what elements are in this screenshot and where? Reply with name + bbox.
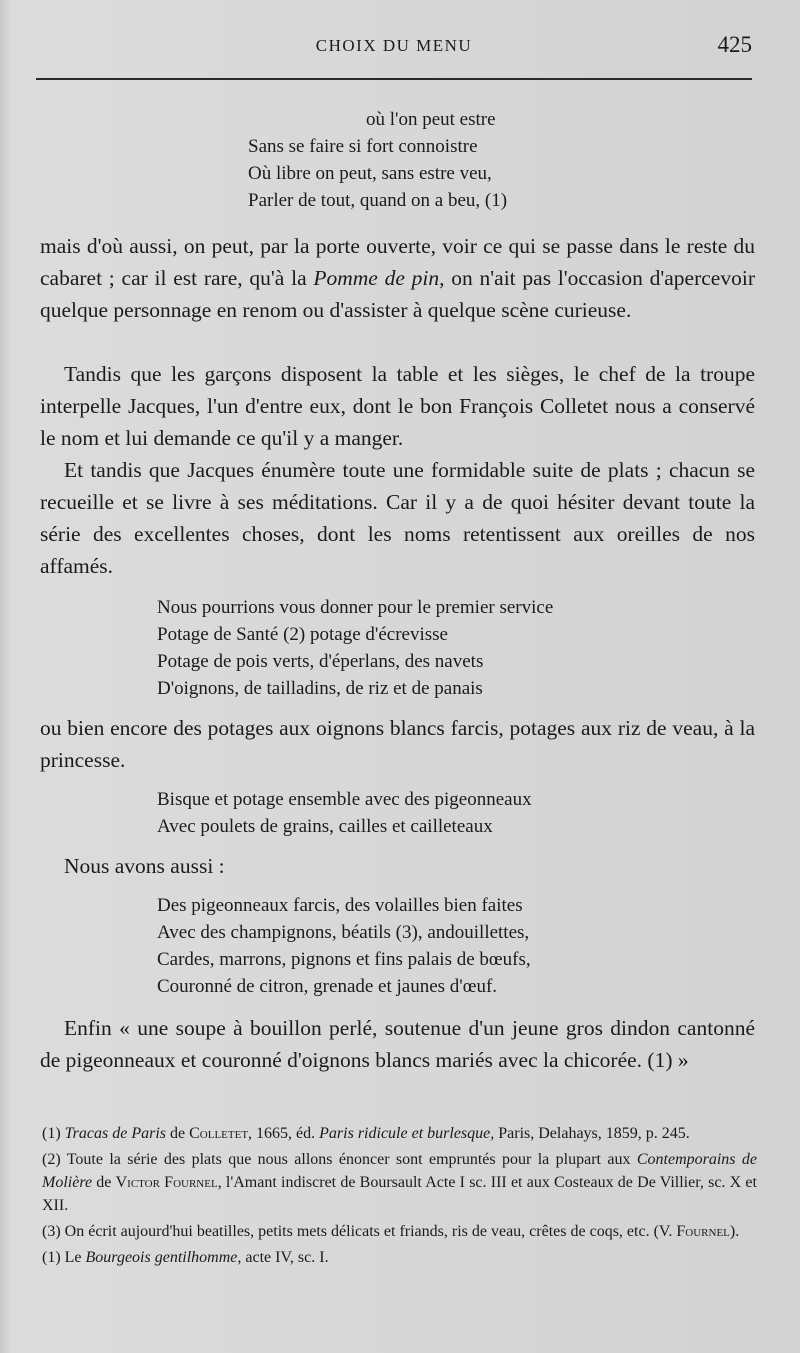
paragraph-text: Et tandis que Jacques énumère toute une formidable suite de plats ; chacun se recueille et se livre à ses méditations. Car il y a de quoi hésiter devant toute la série des excellentes choses, dont les noms retentissent aux oreilles de nos affamés. bbox=[40, 458, 755, 578]
paragraph-nous-avons bbox=[40, 850, 755, 882]
verse-line: Nous pourrions vous donner pour le premier service bbox=[157, 597, 554, 618]
verse-line: Cardes, marrons, pignons et fins palais de bœufs, bbox=[157, 949, 531, 970]
verse-line: Avec des champignons, béatils (3), andouillettes, bbox=[157, 922, 530, 943]
paragraph-text: Enfin « une soupe à bouillon perlé, soutenue d'un jeune gros dindon cantonné de pigeonneaux et couronné d'oignons blancs mariés avec la chicorée. (1) » bbox=[40, 1016, 755, 1072]
verse-line: Parler de tout, quand on a beu, (1) bbox=[248, 190, 508, 211]
verse-line: Bisque et potage ensemble avec des pigeonneaux bbox=[157, 789, 532, 810]
paragraph-text: Tandis que les garçons disposent la table et les sièges, le chef de la troupe interpelle Jacques, l'un d'entre eux, dont le bon François Colletet nous a conservé le nom et lui demande ce qu'il y a manger. bbox=[40, 362, 755, 450]
verse-line: Potage de Santé (2) potage d'écrevisse bbox=[157, 624, 448, 645]
paragraph-soupe bbox=[40, 1012, 755, 1076]
paragraph-cabaret bbox=[40, 230, 755, 326]
verse-quote-4 bbox=[157, 892, 531, 1000]
header-rule bbox=[36, 78, 752, 80]
italic-place-name: Pomme de pin, bbox=[313, 266, 445, 290]
paragraph-potages bbox=[40, 712, 755, 776]
footnotes bbox=[42, 1122, 757, 1269]
page-number: 425 bbox=[717, 32, 752, 57]
verse-line: Couronné de citron, grenade et jaunes d'œuf. bbox=[157, 976, 498, 997]
verse-line: Potage de pois verts, d'éperlans, des navets bbox=[157, 651, 484, 672]
verse-line: Avec poulets de grains, cailles et cailleteaux bbox=[157, 816, 493, 837]
footnote-2: (2) Toute la série des plats que nous allons énoncer sont empruntés pour la plupart aux Contemporains de Molière de Victor Fournel, l'Amant indiscret de Boursault Acte I sc. III et aux Costeaux de De Villier, sc. X et XII. bbox=[42, 1151, 758, 1214]
verse-quote-1 bbox=[248, 106, 507, 214]
footnote-3: (3) On écrit aujourd'hui beatilles, petits mets délicats et friands, ris de veau, crêtes de coqs, etc. (V. Fournel). bbox=[42, 1223, 740, 1240]
running-title: CHOIX DU MENU bbox=[315, 36, 473, 55]
verse-line: Sans se faire si fort connoistre bbox=[248, 136, 478, 157]
verse-line: où l'on peut estre bbox=[366, 109, 496, 130]
paragraph-text: mais d'où aussi, on peut, par la porte ouverte, voir ce qui se passe dans le reste du cabaret ; car il est rare, qu'à la bbox=[40, 234, 755, 290]
footnote-1: (1) Tracas de Paris de Colletet, 1665, éd. Paris ridicule et burlesque, Paris, Delahays, 1859, p. 245. bbox=[42, 1125, 690, 1142]
verse-line: D'oignons, de tailladins, de riz et de panais bbox=[157, 678, 483, 699]
footnote-4: (1) Le Bourgeois gentilhomme, acte IV, sc. I. bbox=[42, 1249, 329, 1266]
paragraph-text: on n'ait pas l'occasion d'apercevoir quelque personnage en renom ou d'assister à quelque scène curieuse. bbox=[40, 266, 755, 322]
page-header bbox=[36, 34, 752, 74]
verse-line: Des pigeonneaux farcis, des volailles bien faites bbox=[157, 895, 523, 916]
paragraph-table bbox=[40, 358, 755, 454]
paragraph-text: Nous avons aussi : bbox=[64, 854, 225, 878]
paragraph-text: ou bien encore des potages aux oignons blancs farcis, potages aux riz de veau, à la princesse. bbox=[40, 716, 755, 772]
verse-quote-2 bbox=[157, 594, 553, 702]
verse-quote-3 bbox=[157, 786, 532, 840]
verse-line: Où libre on peut, sans estre veu, bbox=[248, 163, 492, 184]
paragraph-meditation bbox=[40, 454, 755, 582]
